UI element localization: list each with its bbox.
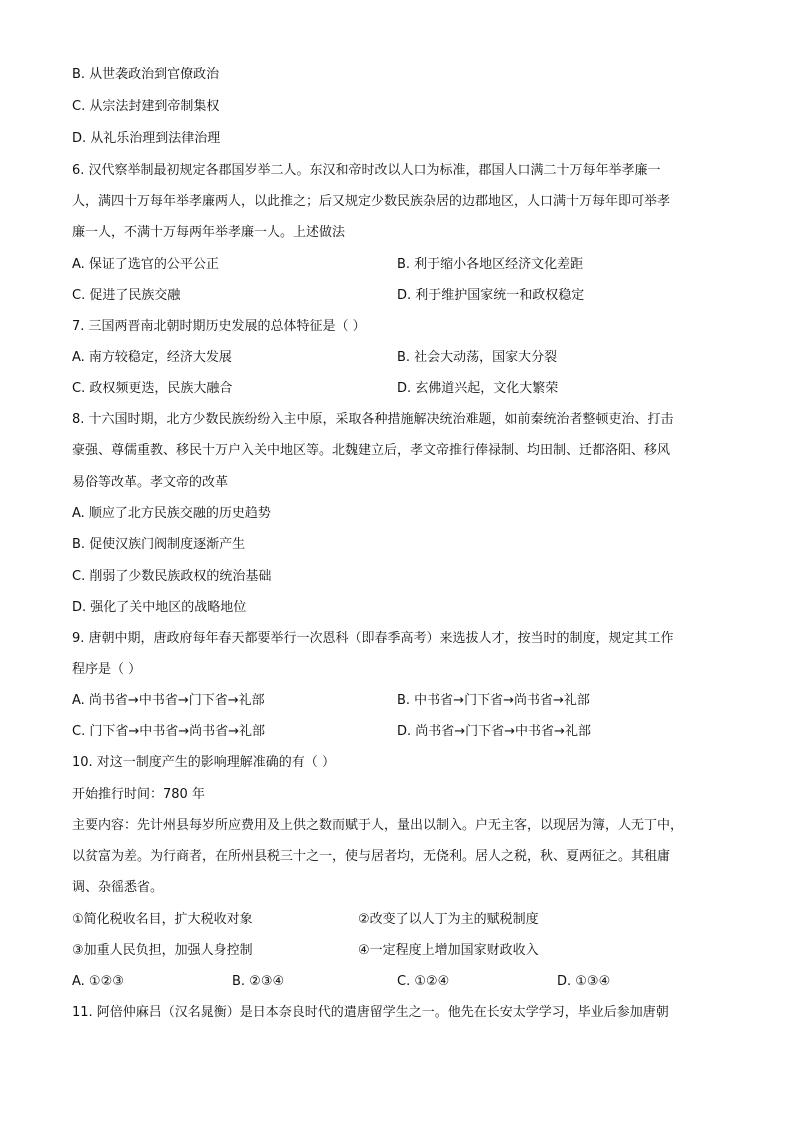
q6-stem-line-1: 6. 汉代察举制最初规定各郡国岁举二人。东汉和帝时改以人口为标准，郡国人口满二十万每年举孝廉一	[72, 163, 661, 178]
q8-stem-line-3: 易俗等改革。孝文帝的改革	[72, 475, 229, 490]
q9-option-c: C. 门下省→中书省→尚书省→礼部	[72, 724, 266, 739]
q10-statement-2: ②改变了以人丁为主的赋税制度	[358, 912, 539, 927]
q8-option-a: A. 顺应了北方民族交融的历史趋势	[72, 506, 271, 521]
q8-option-d: D. 强化了关中地区的战略地位	[72, 600, 247, 615]
q10-content-line-3: 调、杂徭悉省。	[72, 880, 164, 895]
q6-stem-line-3: 廉一人，不满十万每两年举孝廉一人。上述做法	[72, 225, 346, 240]
q10-option-b: B. ②③④	[232, 974, 285, 989]
q5-option-d: D. 从礼乐治理到法律治理	[72, 131, 221, 146]
q5-option-b: B. 从世袭政治到官僚政治	[72, 67, 220, 82]
q5-option-c: C. 从宗法封建到帝制集权	[72, 99, 220, 114]
q10-option-d: D. ①③④	[557, 974, 611, 989]
q10-statement-3: ③加重人民负担，加强人身控制	[72, 943, 253, 958]
q7-option-c: C. 政权频更迭，民族大融合	[72, 381, 233, 396]
q10-stem: 10. 对这一制度产生的影响理解准确的有（ ）	[72, 755, 335, 770]
q8-option-c: C. 削弱了少数民族政权的统治基础	[72, 569, 272, 584]
q11-stem-line-1: 11. 阿倍仲麻吕（汉名晁衡）是日本奈良时代的遣唐留学生之一。他先在长安太学学习，毕业后参加唐朝	[72, 1005, 669, 1020]
q9-option-b: B. 中书省→门下省→尚书省→礼部	[397, 693, 590, 708]
q6-option-c: C. 促进了民族交融	[72, 288, 181, 303]
q7-option-b: B. 社会大动荡，国家大分裂	[397, 350, 558, 365]
q10-option-c: C. ①②④	[397, 974, 450, 989]
q9-option-a: A. 尚书省→中书省→门下省→礼部	[72, 693, 265, 708]
q7-option-d: D. 玄佛道兴起，文化大繁荣	[397, 381, 559, 396]
q10-statement-1: ①简化税收名目，扩大税收对象	[72, 912, 253, 927]
q6-option-d: D. 利于维护国家统一和政权稳定	[397, 288, 585, 303]
q9-stem-line-1: 9. 唐朝中期，唐政府每年春天都要举行一次恩科（即春季高考）来选拔人才，按当时的制度，规定其工作	[72, 631, 674, 646]
q7-option-a: A. 南方较稳定，经济大发展	[72, 350, 232, 365]
q8-stem-line-1: 8. 十六国时期，北方少数民族纷纷入主中原，采取各种措施解决统治难题，如前秦统治者整顿吏治、打击	[72, 412, 674, 427]
q9-option-d: D. 尚书省→门下省→中书省→礼部	[397, 724, 591, 739]
q10-content-line-1: 主要内容：先计州县每岁所应费用及上供之数而赋于人，量出以制入。户无主客，以现居为簿，人无丁中，	[72, 818, 684, 833]
q8-stem-line-2: 豪强、尊儒重教、移民十万户入关中地区等。北魏建立后，孝文帝推行俸禄制、均田制、迁都洛阳、移风	[72, 443, 671, 458]
q9-stem-line-2: 程序是（ ）	[72, 662, 142, 677]
q8-option-b: B. 促使汉族门阀制度逐渐产生	[72, 537, 246, 552]
q6-option-b: B. 利于缩小各地区经济文化差距	[397, 257, 584, 272]
q6-option-a: A. 保证了选官的公平公正	[72, 257, 219, 272]
q10-option-a: A. ①②③	[72, 974, 124, 989]
q10-start-time: 开始推行时间：780 年	[72, 787, 205, 802]
q7-stem: 7. 三国两晋南北朝时期历史发展的总体特征是（ ）	[72, 319, 366, 334]
q10-statement-4: ④一定程度上增加国家财政收入	[358, 943, 539, 958]
q6-stem-line-2: 人，满四十万每年举孝廉两人，以此推之；后又规定少数民族杂居的边郡地区，人口满十万每年即可举孝	[72, 194, 671, 209]
q10-content-line-2: 以贫富为差。为行商者，在所州县税三十之一，使与居者均，无侥利。居人之税，秋、夏两征之。其租庸	[72, 849, 671, 864]
